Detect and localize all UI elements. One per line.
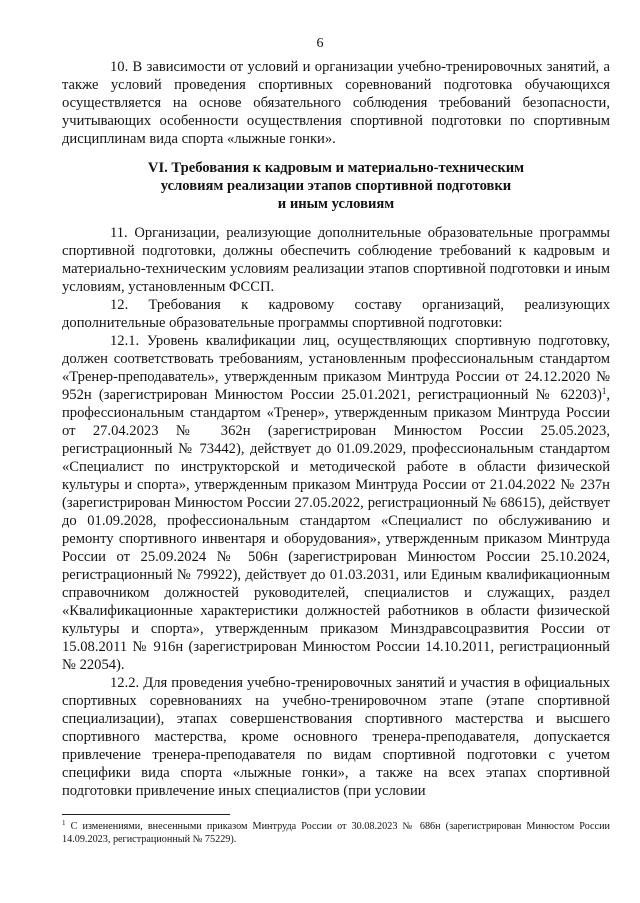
heading-line-1: VI. Требования к кадровым и материально-техническим [147, 160, 525, 176]
paragraph-12-2: 12.2. Для проведения учебно-тренировочных занятий и участия в официальных спортивных соревнованиях на учебно-тренировочном этапе (этапе спортивной специализации), этапах совершенствования спортивного мастерства и высшего спортивного мастерства, кроме основного тренера-преподавателя, допускается привлечение тренера-преподавателя по видам спортивной подготовки с учетом специфики вида спорта «лыжные гонки», а также на всех этапах спортивной подготовки привлечение иных специалистов (при условии [62, 675, 610, 799]
footnote-reference: 1 [601, 386, 607, 396]
paragraph-11: 11. Организации, реализующие дополнительные образовательные программы спортивной подготовки, должны обеспечить соблюдение требований к кадровым и материально-техническим условиям реализации этапов спортивной подготовки и иным условиям, установленным ФССП. [62, 225, 610, 295]
page-number: 6 [316, 36, 324, 51]
heading-line-3: и иным условиям [277, 196, 395, 212]
footnote-marker: 1 [62, 819, 66, 827]
paragraph-12-1 [62, 332, 610, 674]
paragraph-10: 10. В зависимости от условий и организации учебно-тренировочных занятий, а также условий проведения спортивных соревнований подготовка обучающихся осуществляется на основе обязательного соблюдения требований безопасности, учитывающих особенности осуществления спортивной подготовки по спортивным дисциплинам вида спорта «лыжные гонки». [62, 59, 610, 147]
footnote-divider [62, 814, 230, 815]
paragraph-12-1-end: , профессиональным стандартом «Тренер», утвержденным приказом Минтруда России от 27.04.2023 № 362н (зарегистрирован Минюстом России 25.05.2023, регистрационный № 73442), действует до 01.09.2029, профессиональным стандартом «Специалист по инструкторской и методической работе в области физической культуры и спорта», утвержденным приказом Минтруда России от 21.04.2022 № 237н (зарегистрирован Минюстом России 27.05.2022, регистрационный № 68615), действует до 01.09.2028, профессиональным стандартом «Специалист по обслуживанию и ремонту спортивного инвентаря и оборудования», утвержденным приказом Минтруда России от 25.09.2024 № 506н (зарегистрирован Минюстом России 25.10.2024, регистрационный № 79922), действует до 01.03.2031, или Единым квалификационным справочником должностей руководителей, специалистов и служащих, раздел «Квалификационные характеристики должностей работников в области физической культуры и спорта», утвержденным приказом Минздравсоцразвития России от 15.08.2011 № 916н (зарегистрирован Минюстом России 14.10.2011, регистрационный № 22054). [62, 387, 610, 673]
footnote [62, 820, 610, 846]
section-heading [62, 159, 610, 213]
footnote-text: С изменениями, внесенными приказом Минтруда России от 30.08.2023 № 686н (зарегистрирован Минюстом России 14.09.2023, регистрационный № 75229). [62, 821, 610, 845]
document-body [62, 58, 610, 800]
paragraph-12-1-start: 12.1. Уровень квалификации лиц, осуществляющих спортивную подготовку, должен соответствовать требованиям, установленным профессиональным стандартом «Тренер-преподаватель», утвержденным приказом Минтруда России от 24.12.2020 № 952н (зарегистрирован Минюстом России 25.01.2021, регистрационный № 62203) [62, 333, 610, 403]
paragraph-12: 12. Требования к кадровому составу организаций, реализующих дополнительные образовательные программы спортивной подготовки: [62, 297, 610, 331]
heading-line-2: условиям реализации этапов спортивной подготовки [160, 178, 512, 194]
